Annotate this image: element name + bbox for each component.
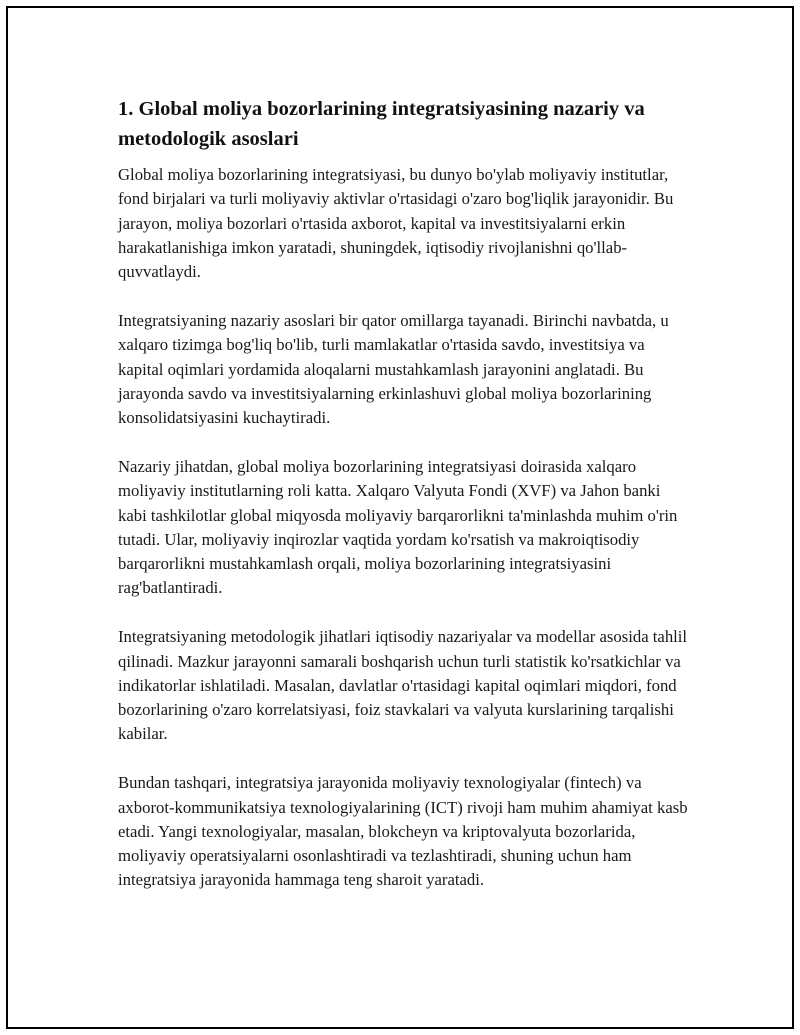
document-body [118,94,693,917]
paragraph-2: Integratsiyaning nazariy asoslari bir qator omillarga tayanadi. Birinchi navbatda, u xalqaro tizimga bog'liq bo'lib, turli mamlakatlar o'rtasida savdo, investitsiya va kapital oqimlari yordamida aloqalarni mustahkamlash jarayonini anglatadi. Bu jarayonda savdo va investitsiyalarning erkinlashuvi global moliya bozorlarining konsolidatsiyasini kuchaytiradi. [118,310,669,428]
paragraph-3: Nazariy jihatdan, global moliya bozorlarining integratsiyasi doirasida xalqaro moliyaviy institutlarning roli katta. Xalqaro Valyuta Fondi (XVF) va Jahon banki kabi tashkilotlar global miqyosda moliyaviy barqarorlikni ta'minlashda muhim o'rin tutadi. Ular, moliyaviy inqirozlar vaqtida yordam ko'rsatish va makroiqtisodiy barqarorlikni mustahkamlash orqali, moliya bozorlarining integratsiyasini rag'batlantiradi. [118,456,678,598]
paragraph-1: Global moliya bozorlarining integratsiyasi, bu dunyo bo'ylab moliyaviy institutlar, fond birjalari va turli moliyaviy aktivlar o'rtasidagi o'zaro bog'liqlik jarayonidir. Bu jarayon, moliya bozorlari o'rtasida axborot, kapital va investitsiyalarni erkin harakatlanishiga imkon yaratadi, shuningdek, iqtisodiy rivojlanishni qo'llab-quvvatlaydi. [118,165,674,282]
section-heading: 1. Global moliya bozorlarining integratsiyasining nazariy va metodologik asoslari [118,98,645,150]
paragraph-4: Integratsiyaning metodologik jihatlari iqtisodiy nazariyalar va modellar asosida tahlil qilinadi. Mazkur jarayonni samarali boshqarish uchun turli statistik ko'rsatkichlar va indikatorlar ishlatiladi. Masalan, davlatlar o'rtasidagi kapital oqimlari miqdori, fond bozorlarining o'zaro korrelatsiyasi, foiz stavkalari va valyuta kurslarining tarqalishi kabilar. [118,627,688,744]
paragraph-5: Bundan tashqari, integratsiya jarayonida moliyaviy texnologiyalar (fintech) va axborot-kommunikatsiya texnologiyalarining (ICT) rivoji ham muhim ahamiyat kasb etadi. Yangi texnologiyalar, masalan, blokcheyn va kriptovalyuta bozorlarida, moliyaviy operatsiyalarni osonlashtiradi va tezlashtiradi, shuning uchun ham integratsiya jarayonida hammaga teng sharoit yaratadi. [118,773,688,890]
